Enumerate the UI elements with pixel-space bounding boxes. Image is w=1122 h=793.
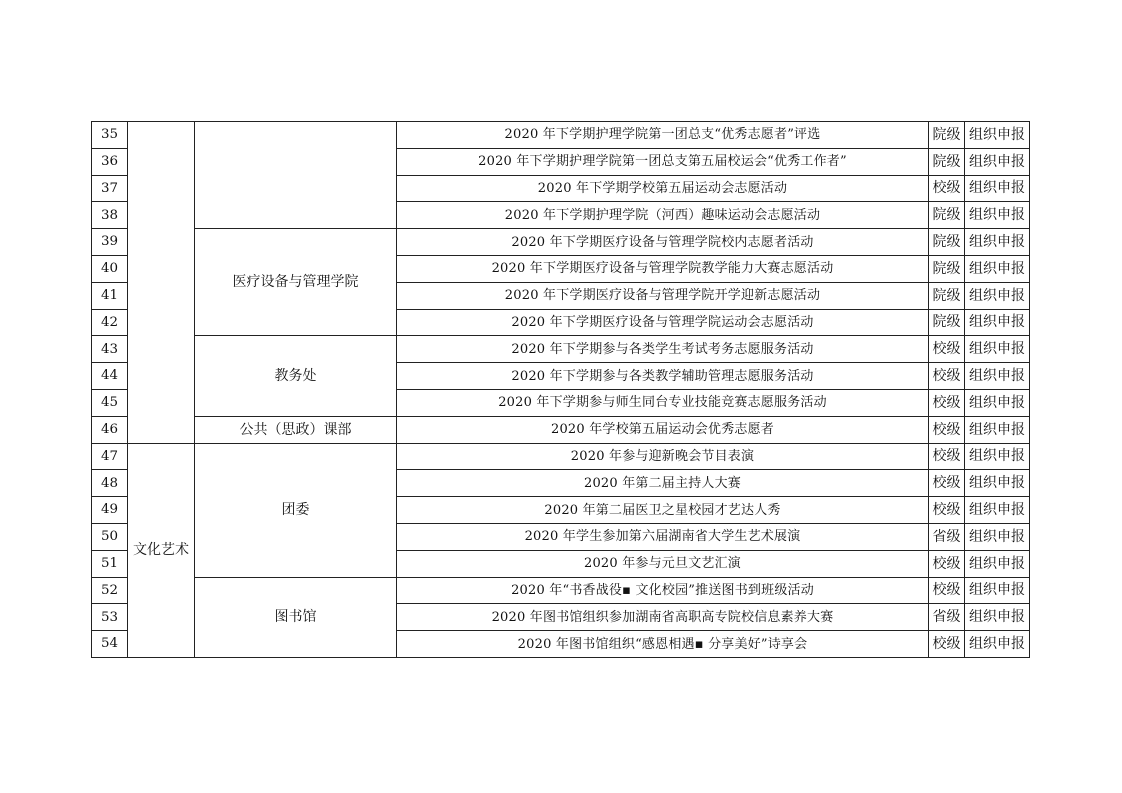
- application-method: 组织申报: [965, 336, 1030, 363]
- activity-title: 2020 年下学期护理学院第一团总支“优秀志愿者”评选: [397, 122, 929, 149]
- activity-level: 校级: [929, 443, 965, 470]
- table-row: [92, 336, 1030, 363]
- table-row: [92, 416, 1030, 443]
- activity-level: 院级: [929, 148, 965, 175]
- activity-title: 2020 年“书香战役▪ 文化校园”推送图书到班级活动: [397, 577, 929, 604]
- application-method: 组织申报: [965, 363, 1030, 390]
- application-method: 组织申报: [965, 470, 1030, 497]
- activity-level: 院级: [929, 122, 965, 149]
- row-number: 51: [92, 550, 128, 577]
- application-method: 组织申报: [965, 577, 1030, 604]
- row-number: 46: [92, 416, 128, 443]
- application-method: 组织申报: [965, 282, 1030, 309]
- activity-title: 2020 年下学期医疗设备与管理学院教学能力大赛志愿活动: [397, 255, 929, 282]
- activity-title: 2020 年第二届主持人大赛: [397, 470, 929, 497]
- department-cell: 图书馆: [195, 577, 397, 657]
- department-cell: 团委: [195, 443, 397, 577]
- table-row: [92, 122, 1030, 149]
- activity-level: 省级: [929, 523, 965, 550]
- activity-title: 2020 年下学期参与各类教学辅助管理志愿服务活动: [397, 363, 929, 390]
- department-cell: [195, 122, 397, 229]
- application-method: 组织申报: [965, 202, 1030, 229]
- department-cell: 教务处: [195, 336, 397, 416]
- activity-level: 校级: [929, 631, 965, 658]
- activity-title: 2020 年第二届医卫之星校园才艺达人秀: [397, 497, 929, 524]
- application-method: 组织申报: [965, 122, 1030, 149]
- application-method: 组织申报: [965, 148, 1030, 175]
- row-number: 54: [92, 631, 128, 658]
- category-cell: [128, 122, 195, 444]
- row-number: 50: [92, 523, 128, 550]
- row-number: 39: [92, 229, 128, 256]
- activity-level: 校级: [929, 550, 965, 577]
- application-method: 组织申报: [965, 443, 1030, 470]
- row-number: 48: [92, 470, 128, 497]
- activity-title: 2020 年下学期学校第五届运动会志愿活动: [397, 175, 929, 202]
- activity-level: 校级: [929, 470, 965, 497]
- activity-level: 校级: [929, 416, 965, 443]
- row-number: 49: [92, 497, 128, 524]
- activity-title: 2020 年下学期参与师生同台专业技能竞赛志愿服务活动: [397, 389, 929, 416]
- application-method: 组织申报: [965, 389, 1030, 416]
- activity-title: 2020 年学校第五届运动会优秀志愿者: [397, 416, 929, 443]
- activity-title: 2020 年参与元旦文艺汇演: [397, 550, 929, 577]
- activity-title: 2020 年学生参加第六届湖南省大学生艺术展演: [397, 523, 929, 550]
- row-number: 45: [92, 389, 128, 416]
- application-method: 组织申报: [965, 416, 1030, 443]
- activity-title: 2020 年下学期医疗设备与管理学院校内志愿者活动: [397, 229, 929, 256]
- activity-level: 院级: [929, 255, 965, 282]
- row-number: 35: [92, 122, 128, 149]
- application-method: 组织申报: [965, 497, 1030, 524]
- application-method: 组织申报: [965, 255, 1030, 282]
- row-number: 47: [92, 443, 128, 470]
- activity-title: 2020 年图书馆组织“感恩相遇▪ 分享美好”诗享会: [397, 631, 929, 658]
- row-number: 37: [92, 175, 128, 202]
- activity-level: 校级: [929, 336, 965, 363]
- application-method: 组织申报: [965, 229, 1030, 256]
- activity-level: 院级: [929, 282, 965, 309]
- row-number: 53: [92, 604, 128, 631]
- activity-level: 校级: [929, 577, 965, 604]
- application-method: 组织申报: [965, 631, 1030, 658]
- activity-level: 省级: [929, 604, 965, 631]
- table-row: [92, 443, 1030, 470]
- table-row: [92, 229, 1030, 256]
- application-method: 组织申报: [965, 309, 1030, 336]
- activity-title: 2020 年参与迎新晚会节目表演: [397, 443, 929, 470]
- row-number: 40: [92, 255, 128, 282]
- application-method: 组织申报: [965, 604, 1030, 631]
- activity-table: [91, 121, 1030, 658]
- row-number: 41: [92, 282, 128, 309]
- activity-level: 院级: [929, 202, 965, 229]
- row-number: 38: [92, 202, 128, 229]
- application-method: 组织申报: [965, 175, 1030, 202]
- table-row: [92, 577, 1030, 604]
- row-number: 52: [92, 577, 128, 604]
- application-method: 组织申报: [965, 550, 1030, 577]
- activity-level: 院级: [929, 309, 965, 336]
- activity-title: 2020 年下学期护理学院第一团总支第五届校运会“优秀工作者”: [397, 148, 929, 175]
- row-number: 43: [92, 336, 128, 363]
- application-method: 组织申报: [965, 523, 1030, 550]
- activity-level: 院级: [929, 229, 965, 256]
- activity-level: 校级: [929, 389, 965, 416]
- row-number: 36: [92, 148, 128, 175]
- activity-level: 校级: [929, 175, 965, 202]
- activity-level: 校级: [929, 363, 965, 390]
- row-number: 44: [92, 363, 128, 390]
- activity-level: 校级: [929, 497, 965, 524]
- activity-title: 2020 年图书馆组织参加湖南省高职高专院校信息素养大赛: [397, 604, 929, 631]
- category-cell: 文化艺术: [128, 443, 195, 657]
- department-cell: 公共（思政）课部: [195, 416, 397, 443]
- activity-title: 2020 年下学期医疗设备与管理学院运动会志愿活动: [397, 309, 929, 336]
- activity-title: 2020 年下学期护理学院（河西）趣味运动会志愿活动: [397, 202, 929, 229]
- activity-title: 2020 年下学期医疗设备与管理学院开学迎新志愿活动: [397, 282, 929, 309]
- department-cell: 医疗设备与管理学院: [195, 229, 397, 336]
- activity-title: 2020 年下学期参与各类学生考试考务志愿服务活动: [397, 336, 929, 363]
- row-number: 42: [92, 309, 128, 336]
